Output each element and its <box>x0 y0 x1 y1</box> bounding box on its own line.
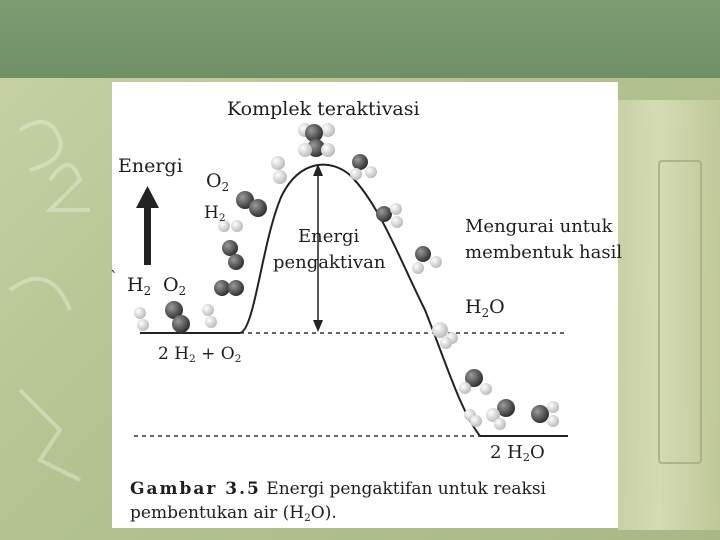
activation-energy-label-2: pengaktivan <box>273 252 386 273</box>
h2-label-lower: H2 <box>127 274 152 298</box>
molecule-water-right-peak <box>350 154 377 180</box>
molecule-o2-mid <box>222 240 244 270</box>
energy-axis-arrow <box>136 186 159 265</box>
molecule-h2-low-mid <box>202 304 217 328</box>
h2-label-upper: H2 <box>204 203 226 225</box>
molecule-activated-complex <box>298 123 335 157</box>
caption-text: Energi pengaktifan untuk reaksi pembentukan air (H <box>130 479 546 523</box>
activated-complex-label: Komplek teraktivasi <box>227 98 420 120</box>
figure-number: Gambar 3.5 <box>130 479 261 499</box>
left-tick-mark: ` <box>110 268 118 287</box>
molecule-water-descent-2 <box>412 246 442 274</box>
molecule-water-near-label <box>432 322 458 349</box>
activation-energy-label-1: Energi <box>298 226 360 247</box>
decompose-label-1: Mengurai untuk <box>465 216 613 237</box>
molecule-h2-low-left <box>134 307 149 331</box>
molecule-water-bottom-2 <box>486 399 515 430</box>
product-level-label: 2 H2O <box>490 442 545 465</box>
molecule-o2-upper <box>236 191 267 217</box>
molecule-water-bottom-4 <box>464 409 482 427</box>
h2o-label: H2O <box>465 296 505 320</box>
molecule-o2-low-left <box>165 301 190 333</box>
activation-energy-arrow <box>313 164 323 332</box>
o2-label-lower: O2 <box>163 274 187 298</box>
o2-label-upper: O2 <box>206 170 230 194</box>
decompose-label-2: membentuk hasil <box>465 242 623 263</box>
molecule-h2-left-peak <box>271 156 287 184</box>
figure-caption: Gambar 3.5 Energi pengaktifan untuk reaksi pembentukan air (H2O). <box>130 479 546 525</box>
molecule-o2-low <box>214 280 244 296</box>
molecule-water-bottom-1 <box>459 369 492 395</box>
energy-axis-label: Energi <box>118 155 183 177</box>
molecule-water-descent-1 <box>376 203 403 228</box>
reactant-level-label: 2 H2 + O2 <box>158 344 242 366</box>
molecule-water-bottom-3 <box>531 401 559 427</box>
